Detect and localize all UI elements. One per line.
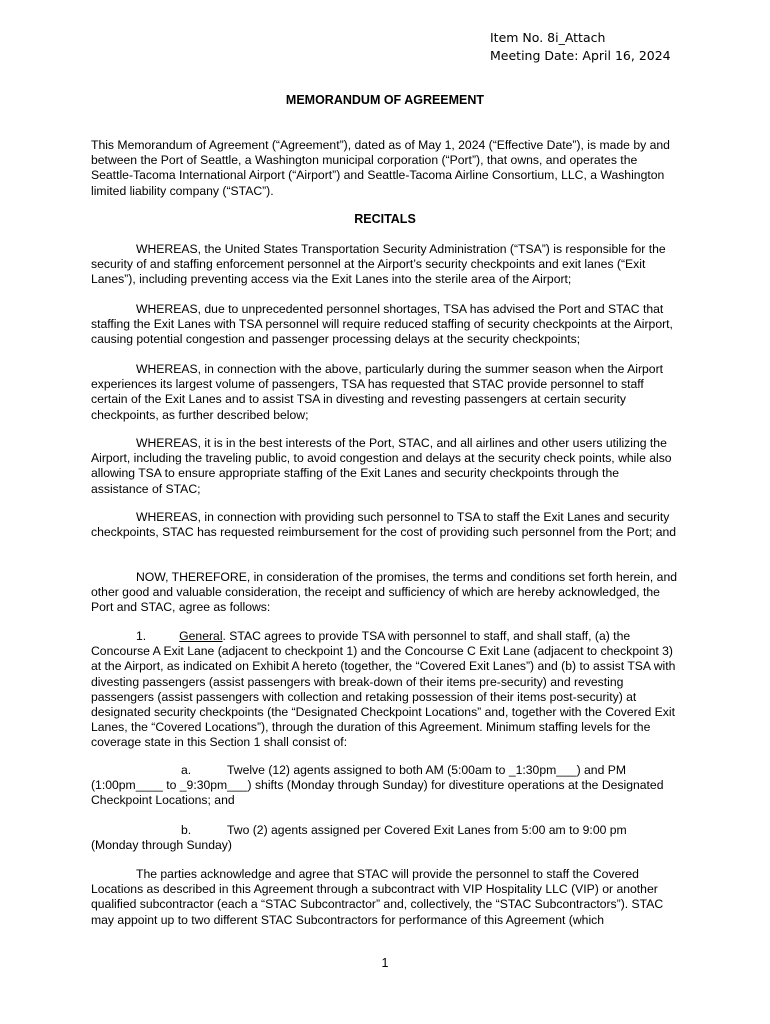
recital-paragraph: WHEREAS, in connection with providing such personnel to TSA to staff the Exit Lanes and security checkpoints, STAC has requested reimbursement for the cost of providing such personnel from the Port; and xyxy=(91,510,677,540)
sub-item-b-first-line: Two (2) agents assigned per Covered Exit Lanes from 5:00 am to 9:00 pm xyxy=(227,823,627,837)
meeting-date: Meeting Date: April 16, 2024 xyxy=(490,48,671,63)
section-text: . STAC agrees to provide TSA with personnel to staff, and shall staff, (a) the Concourse A Exit Lane (adjacent to checkpoint 1) and the Concourse C Exit Lane (adjacent to checkpoint 3) at the Airport, as indicated on Exhibit A hereto (together, the “Covered Exit Lanes”) and (b) to assist TSA with divesting passengers (assist passengers with break-down of their items pre-security) and revesting passengers (assist passengers with collection and retaking possession of their items post-security) at designated security checkpoints (the “Designated Checkpoint Locations” and, together with the Covered Exit Lanes, the “Covered Locations”), through the duration of this Agreement. Minimum staffing levels for the coverage state in this Section 1 shall consist of: xyxy=(91,629,676,750)
page-number: 1 xyxy=(381,956,389,970)
header-block xyxy=(490,29,671,65)
document-title: MEMORANDUM OF AGREEMENT xyxy=(285,93,485,107)
recital-paragraph: WHEREAS, due to unprecedented personnel shortages, TSA has advised the Port and STAC that staffing the Exit Lanes with TSA personnel will require reduced staffing of security checkpoints at the Airport, causing potential congestion and passenger processing delays at the security checkpoints; xyxy=(91,302,673,347)
intro-paragraph: This Memorandum of Agreement (“Agreement”), dated as of May 1, 2024 (“Effective Date”), is made by and between the Port of Seattle, a Washington municipal corporation (“Port”), that owns, and operates the Seattle-Tacoma International Airport (“Airport”) and Seattle-Tacoma Airline Consortium, LLC, a Washington limited liability company (“STAC”). xyxy=(91,138,670,198)
sub-item-b-continuation: (Monday through Sunday) xyxy=(91,838,232,852)
section-number: 1. xyxy=(136,629,147,643)
item-number: Item No. 8i_Attach xyxy=(490,30,606,45)
recital-paragraph: WHEREAS, the United States Transportation Security Administration (“TSA”) is responsible for the security of and staffing enforcement personnel at the Airport’s security checkpoints and exit lanes (“Exit Lanes”), including preventing access via the Exit Lanes into the sterile area of the Airport; xyxy=(91,242,666,287)
sub-item-a-label: a. xyxy=(181,763,192,777)
recital-paragraph: NOW, THEREFORE, in consideration of the promises, the terms and conditions set forth herein, and other good and valuable consideration, the receipt and sufficiency of which are hereby acknowledged, the Port and STAC, agree as follows: xyxy=(91,570,678,615)
sub-item-a-continuation: (1:00pm____ to _9:30pm___) shifts (Monday through Sunday) for divestiture operations at the Designated Checkpoint Locations; and xyxy=(91,778,664,808)
closing-paragraph: The parties acknowledge and agree that STAC will provide the personnel to staff the Covered Locations as described in this Agreement through a subcontract with VIP Hospitality LLC (VIP) or another qualified subcontractor (each a “STAC Subcontractor” and, collectively, the “STAC Subcontractors”). STAC may appoint up to two different STAC Subcontractors for performance of this Agreement (which xyxy=(91,867,664,927)
section-heading: General xyxy=(179,629,223,643)
recital-paragraph: WHEREAS, it is in the best interests of the Port, STAC, and all airlines and other users utilizing the Airport, including the traveling public, to avoid congestion and delays at the security check points, while also allowing TSA to ensure appropriate staffing of the Exit Lanes and security checkpoints through the assistance of STAC; xyxy=(91,436,672,496)
recitals-heading: RECITALS xyxy=(354,212,416,226)
section-1-paragraph xyxy=(91,629,679,751)
recital-paragraph: WHEREAS, in connection with the above, particularly during the summer season when the Airport experiences its largest volume of passengers, TSA has requested that STAC provide personnel to staff certain of the Exit Lanes and to assist TSA in divesting and revesting passengers at certain security checkpoints, as further described below; xyxy=(91,362,664,422)
sub-item-b-label: b. xyxy=(181,823,192,837)
sub-item-a-first-line: Twelve (12) agents assigned to both AM (5:00am to _1:30pm___) and PM xyxy=(227,763,627,777)
